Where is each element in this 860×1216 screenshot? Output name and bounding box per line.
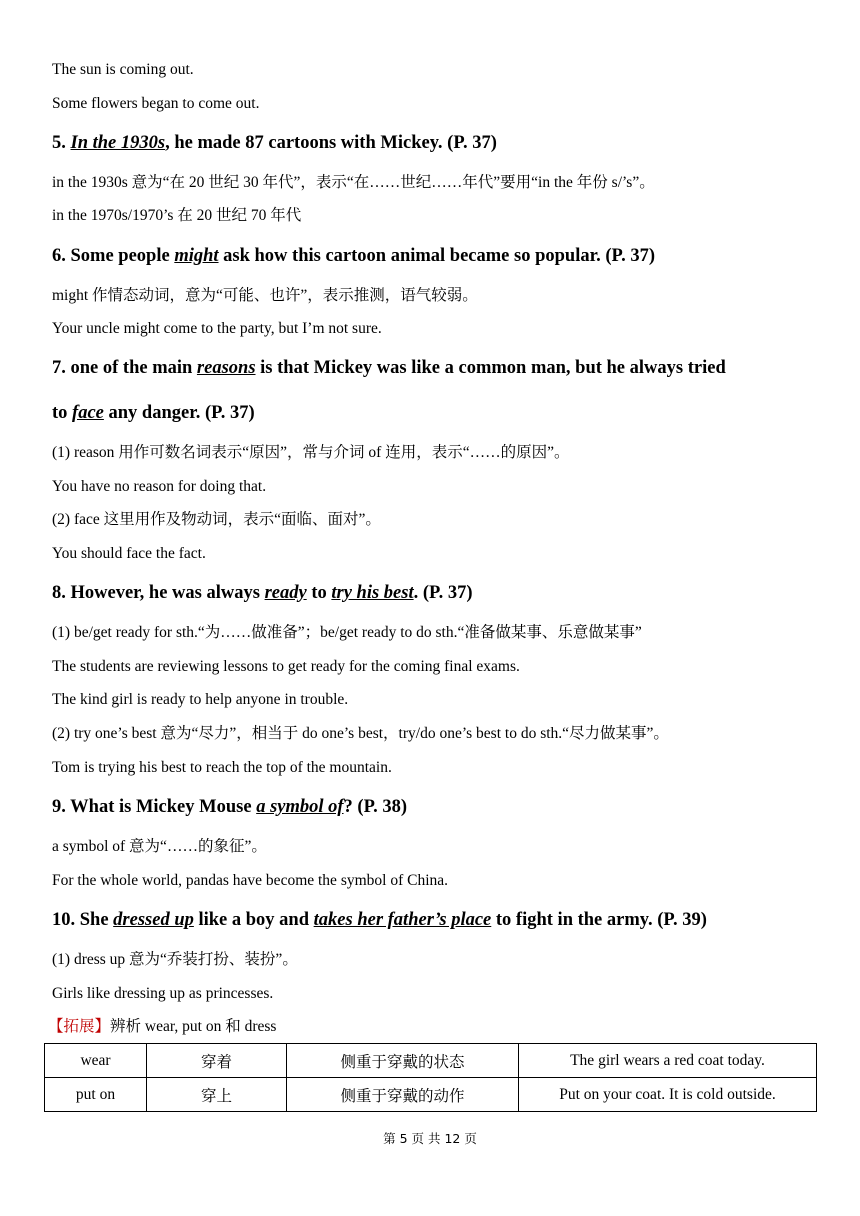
page-footer: 第 5 页 共 12 页	[383, 1131, 477, 1146]
table-row	[45, 1044, 817, 1078]
item-7-heading: 7. one of the main reasons is that Mickey was like a common man, but he always tried	[52, 358, 726, 378]
table-cell: The girl wears a red coat today.	[519, 1044, 817, 1078]
keyword: reasons	[196, 358, 256, 378]
keyword: takes her father’s place	[313, 910, 492, 930]
comparison-table	[44, 1043, 817, 1112]
item-6-heading: 6. Some people might ask how this cartoon animal became so popular. (P. 37)	[52, 246, 656, 266]
item-5-heading: 5. In the 1930s, he made 87 cartoons with Mickey. (P. 37)	[52, 133, 497, 153]
example-sentence: The sun is coming out.	[52, 61, 194, 78]
explanation-line: (1) reason 用作可数名词表示“原因”，常与介词 of 连用，表示“……的原因”。	[52, 444, 570, 461]
example-sentence: You should face the fact.	[52, 545, 206, 562]
keyword: try his best	[331, 583, 414, 603]
example-sentence: For the whole world, pandas have become the symbol of China.	[52, 872, 449, 889]
item-7-heading-continued: to face any danger. (P. 37)	[52, 403, 255, 423]
keyword: might	[174, 246, 219, 266]
table-cell: 侧重于穿戴的动作	[287, 1078, 519, 1112]
keyword: a symbol of	[256, 797, 344, 817]
table-cell: put on	[45, 1078, 147, 1112]
item-9-heading: 9. What is Mickey Mouse a symbol of? (P. 38)	[52, 797, 408, 817]
keyword: ready	[264, 583, 307, 603]
example-sentence: You have no reason for doing that.	[52, 478, 267, 495]
item-10-heading: 10. She dressed up like a boy and takes her father’s place to fight in the army. (P. 39)	[52, 910, 707, 930]
explanation-line: a symbol of 意为“……的象征”。	[52, 838, 267, 855]
example-sentence: The kind girl is ready to help anyone in trouble.	[52, 691, 349, 708]
table-cell: wear	[45, 1044, 147, 1078]
keyword: dressed up	[113, 910, 194, 930]
extension-tag: 【拓展】	[48, 1018, 111, 1035]
keyword: face	[72, 403, 104, 423]
keyword: In the 1930s	[70, 133, 166, 153]
example-sentence: Your uncle might come to the party, but I’m not sure.	[52, 320, 382, 337]
table-cell: 穿着	[147, 1044, 287, 1078]
extension-note: 【拓展】辨析 wear, put on 和 dress	[48, 1018, 277, 1035]
example-sentence: The students are reviewing lessons to get ready for the coming final exams.	[52, 658, 520, 675]
example-line: in the 1970s/1970’s 在 20 世纪 70 年代	[52, 207, 302, 224]
example-sentence: Tom is trying his best to reach the top of the mountain.	[52, 759, 392, 776]
table-cell: 穿上	[147, 1078, 287, 1112]
table-cell: 侧重于穿戴的状态	[287, 1044, 519, 1078]
table-row	[45, 1078, 817, 1112]
explanation-line: (2) face 这里用作及物动词，表示“面临、面对”。	[52, 511, 381, 528]
explanation-line: (1) dress up 意为“乔装打扮、装扮”。	[52, 951, 298, 968]
explanation-line: (1) be/get ready for sth.“为……做准备”；be/get ready to do sth.“准备做某事、乐意做某事”	[52, 624, 642, 641]
table-cell: Put on your coat. It is cold outside.	[519, 1078, 817, 1112]
example-sentence: Some flowers began to come out.	[52, 95, 260, 112]
explanation-line: (2) try one’s best 意为“尽力”，相当于 do one’s best，try/do one’s best to do sth.“尽力做某事”。	[52, 725, 669, 742]
explanation-line: might 作情态动词，意为“可能、也许”，表示推测，语气较弱。	[52, 287, 478, 304]
example-sentence: Girls like dressing up as princesses.	[52, 985, 274, 1002]
item-8-heading: 8. However, he was always ready to try his best. (P. 37)	[52, 583, 473, 603]
explanation-line: in the 1930s 意为“在 20 世纪 30 年代”，表示“在……世纪……年代”要用“in the 年份 s/’s”。	[52, 174, 655, 191]
